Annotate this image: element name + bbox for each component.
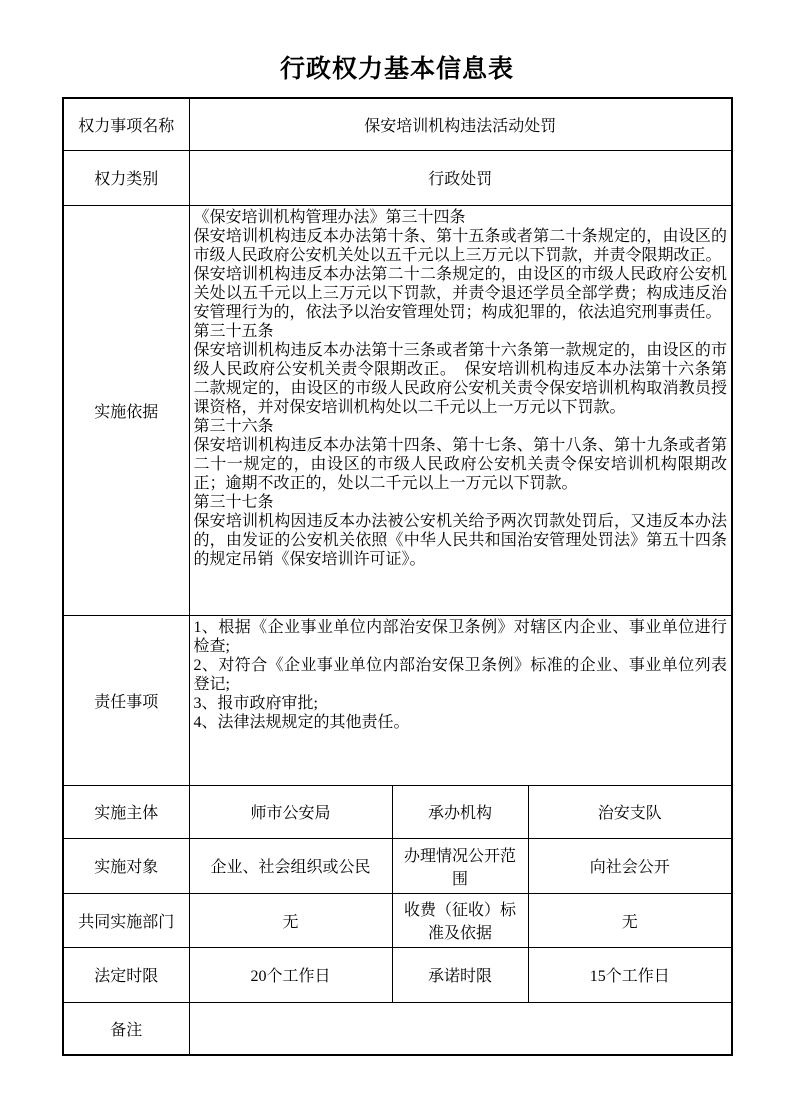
row-target [63, 838, 732, 893]
row-item-name [63, 98, 732, 150]
joint-dept-label: 共同实施部门 [63, 893, 189, 947]
basis-paragraph: 第三十七条 [193, 493, 274, 511]
legal-time-limit-label: 法定时限 [63, 947, 189, 1002]
item-name-value: 保安培训机构违法活动处罚 [189, 98, 732, 150]
row-duty [63, 615, 732, 785]
note-value [189, 1002, 732, 1055]
target-label: 实施对象 [63, 838, 189, 893]
note-label: 备注 [63, 1002, 189, 1055]
disclosure-scope-label: 办理情况公开范围 [392, 838, 528, 893]
implementer-label: 实施主体 [63, 785, 189, 838]
undertaker-value: 治安支队 [528, 785, 732, 838]
basis-paragraph: 第三十五条 [193, 322, 274, 340]
duty-value [189, 615, 732, 785]
target-value: 企业、社会组织或公民 [189, 838, 392, 893]
duty-item: 1、根据《企业事业单位内部治安保卫条例》对辖区内企业、事业单位进行检查; [193, 618, 727, 655]
duty-item: 4、法律法规规定的其他责任。 [193, 713, 410, 731]
info-table [62, 97, 733, 1056]
basis-paragraph: 第三十六条 [193, 417, 274, 435]
disclosure-scope-value: 向社会公开 [528, 838, 732, 893]
basis-paragraph: 《保安培训机构管理办法》第三十四条 [193, 208, 466, 226]
basis-paragraph: 保安培训机构违反本办法第十条、第十五条或者第二十条规定的，由设区的市级人民政府公安机关处以五千元以上三万元以下罚款，并责令限期改正。 [193, 227, 727, 264]
fee-standard-value: 无 [528, 893, 732, 947]
duty-label: 责任事项 [63, 615, 189, 785]
implementer-value: 师市公安局 [189, 785, 392, 838]
row-category [63, 150, 732, 205]
basis-paragraph: 保安培训机构违反本办法第二十二条规定的，由设区的市级人民政府公安机关处以五千元以上三万元以下罚款，并责令退还学员全部学费；构成违反治安管理行为的，依法予以治安管理处罚；构成犯罪的，依法追究刑事责任。 [193, 265, 727, 321]
item-name-label: 权力事项名称 [63, 98, 189, 150]
joint-dept-value: 无 [189, 893, 392, 947]
duty-item: 2、对符合《企业事业单位内部治安保卫条例》标准的企业、事业单位列表登记; [193, 656, 727, 693]
basis-value [189, 205, 732, 615]
basis-paragraph: 保安培训机构违反本办法第十四条、第十七条、第十八条、第十九条或者第二十一规定的，由设区的市级人民政府公安机关责令保安培训机构限期改正；逾期不改正的，处以二千元以上一万元以下罚款。 [193, 436, 727, 492]
basis-label: 实施依据 [63, 205, 189, 615]
row-note [63, 1002, 732, 1055]
promised-time-limit-value: 15个工作日 [528, 947, 732, 1002]
fee-standard-label: 收费（征收）标准及依据 [392, 893, 528, 947]
undertaker-label: 承办机构 [392, 785, 528, 838]
promised-time-limit-label: 承诺时限 [392, 947, 528, 1002]
row-joint [63, 893, 732, 947]
row-implementer [63, 785, 732, 838]
basis-paragraph: 保安培训机构违反本办法第十三条或者第十六条第一款规定的，由设区的市级人民政府公安机关责令限期改正。 保安培训机构违反本办法第十六条第二款规定的，由设区的市级人民政府公安机关责令保安培训机构取消教员授课资格，并对保安培训机构处以二千元以上一万元以下罚款。 [193, 341, 727, 416]
category-label: 权力类别 [63, 150, 189, 205]
category-value: 行政处罚 [189, 150, 732, 205]
basis-paragraph: 保安培训机构因违反本办法被公安机关给予两次罚款处罚后，又违反本办法的，由发证的公安机关依照《中华人民共和国治安管理处罚法》第五十四条的规定吊销《保安培训许可证》。 [193, 512, 727, 568]
duty-item: 3、报市政府审批; [193, 694, 318, 712]
row-time-limit [63, 947, 732, 1002]
legal-time-limit-value: 20个工作日 [189, 947, 392, 1002]
page-title: 行政权力基本信息表 [279, 56, 514, 83]
row-basis [63, 205, 732, 615]
